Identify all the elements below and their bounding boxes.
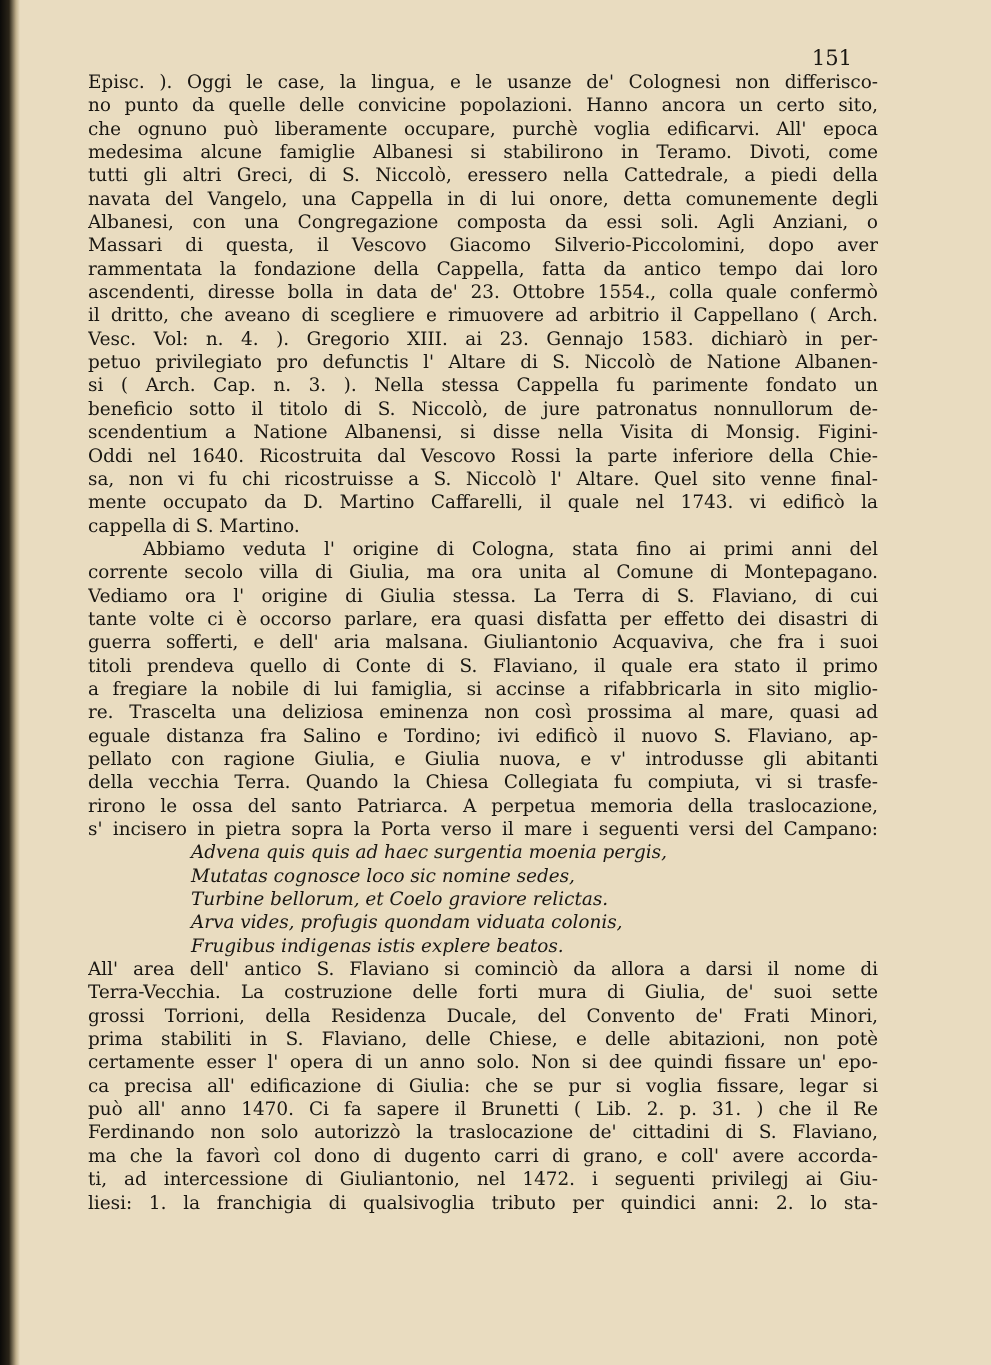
text-line: All' area dell' antico S. Flaviano si cominciò da allora a darsi il nome di (88, 959, 878, 981)
text-line: mente occupato da D. Martino Caffarelli, il quale nel 1743. vi edificò la (88, 492, 878, 514)
text-line: certamente esser l' opera di un anno solo. Non si dee quindi fissare un' epo- (88, 1052, 878, 1074)
text-line: che ognuno può liberamente occupare, purchè voglia edificarvi. All' epoca (88, 118, 878, 140)
text-line: Ferdinando non solo autorizzò la traslocazione de' cittadini di S. Flaviano, (88, 1122, 878, 1144)
text-line: petuo privilegiato pro defunctis l' Altare di S. Niccolò de Natione Albanen- (88, 352, 878, 374)
text-line: Terra-Vecchia. La costruzione delle forti mura di Giulia, de' suoi sette (88, 982, 878, 1004)
page-number: 151 (811, 46, 852, 70)
text-line: titoli prendeva quello di Conte di S. Flaviano, il quale era stato il primo (88, 655, 878, 677)
text-line: ascendenti, diresse bolla in data de' 23. Ottobre 1554., colla quale confermò (88, 282, 878, 304)
text-line: grossi Torrioni, della Residenza Ducale, del Convento de' Frati Minori, (88, 1005, 878, 1027)
text-line: scendentium a Natione Albanensi, si disse nella Visita di Monsig. Figini- (88, 422, 878, 444)
text-line: liesi: 1. la franchigia di qualsivoglia tributo per quindici anni: 2. lo sta- (88, 1192, 878, 1214)
text-line: pellato con ragione Giulia, e Giulia nuova, e v' introdusse gli abitanti (88, 748, 878, 770)
paragraph-end-line: cappella di S. Martino. (88, 515, 300, 537)
text-line: Episc. ). Oggi le case, la lingua, e le usanze de' Colognesi non differisco- (88, 72, 878, 93)
text-line: corrente secolo villa di Giulia, ma ora unita al Comune di Montepagano. (88, 562, 878, 584)
text-line: re. Trascelta una deliziosa eminenza non così prossima al mare, quasi ad (88, 702, 878, 724)
text-line: Albanesi, con una Congregazione composta da essi soli. Agli Anziani, o (88, 212, 878, 234)
verse-line: Arva vides, profugis quondam viduata colonis, (191, 912, 623, 934)
text-line: navata del Vangelo, una Cappella in di lui onore, detta comunemente degli (88, 188, 878, 210)
verse-line: Mutatas cognosce loco sic nomine sedes, (191, 865, 575, 887)
text-line: eguale distanza fra Salino e Tordino; ivi edificò il nuovo S. Flaviano, ap- (88, 725, 878, 747)
text-line: guerra sofferti, e dell' aria malsana. Giuliantonio Acquaviva, che fra i suoi (88, 632, 878, 654)
text-line: ma che la favorì col dono di dugento carri di grano, e coll' avere accorda- (88, 1145, 878, 1167)
text-line: il dritto, che aveano di scegliere e rimuovere ad arbitrio il Cappellano ( Arch. (88, 305, 878, 327)
text-line: può all' anno 1470. Ci fa sapere il Brunetti ( Lib. 2. p. 31. ) che il Re (88, 1099, 878, 1121)
text-line: rammentata la fondazione della Cappella, fatta da antico tempo dai loro (88, 258, 878, 280)
text-line: s' incisero in pietra sopra la Porta verso il mare i seguenti versi del Campano: (88, 819, 878, 840)
text-line: prima stabiliti in S. Flaviano, delle Chiese, e delle abitazioni, non potè (88, 1029, 878, 1051)
verse-line: Frugibus indigenas istis explere beatos. (191, 935, 564, 957)
text-line: ti, ad intercessione di Giuliantonio, nel 1472. i seguenti privilegj ai Giu- (88, 1169, 878, 1191)
text-line: tutti gli altri Greci, di S. Niccolò, eressero nella Cattedrale, a piedi della (88, 165, 878, 187)
verse-line: Turbine bellorum, et Coelo graviore relictas. (191, 889, 609, 911)
text-line: tante volte ci è occorso parlare, era quasi disfatta per effetto dei disastri di (88, 608, 878, 630)
text-line: Oddi nel 1640. Ricostruita dal Vescovo Rossi la parte inferiore della Chie- (88, 445, 878, 467)
paragraph-start-line: Abbiamo veduta l' origine di Cologna, stata fino ai primi anni del (143, 538, 878, 560)
text-line: ca precisa all' edificazione di Giulia: che se pur si voglia fissare, legar si (88, 1075, 878, 1097)
text-line: Vesc. Vol: n. 4. ). Gregorio XIII. ai 23. Gennajo 1583. dichiarò in per- (88, 328, 878, 350)
text-line: beneficio sotto il titolo di S. Niccolò, de jure patronatus nonnullorum de- (88, 398, 878, 420)
verse-line: Advena quis quis ad haec surgentia moenia pergis, (191, 842, 667, 864)
text-line: si ( Arch. Cap. n. 3. ). Nella stessa Cappella fu parimente fondato un (88, 375, 878, 397)
text-line: della vecchia Terra. Quando la Chiesa Collegiata fu compiuta, vi si trasfe- (88, 772, 878, 794)
text-line: sa, non vi fu chi ricostruisse a S. Niccolò l' Altare. Quel sito venne final- (88, 468, 878, 490)
text-line: a fregiare la nobile di lui famiglia, si accinse a rifabbricarla in sito miglio- (88, 678, 878, 700)
text-line: medesima alcune famiglie Albanesi si stabilirono in Teramo. Divoti, come (88, 142, 878, 164)
text-line: Vediamo ora l' origine di Giulia stessa. La Terra di S. Flaviano, di cui (88, 585, 878, 607)
body-text (88, 71, 878, 1215)
text-line: rirono le ossa del santo Patriarca. A perpetua memoria della traslocazione, (88, 795, 878, 817)
text-line: Massari di questa, il Vescovo Giacomo Silverio-Piccolomini, dopo aver (88, 235, 878, 257)
text-line: no punto da quelle delle convicine popolazioni. Hanno ancora un certo sito, (88, 95, 878, 117)
book-spine-shadow (0, 0, 20, 1365)
